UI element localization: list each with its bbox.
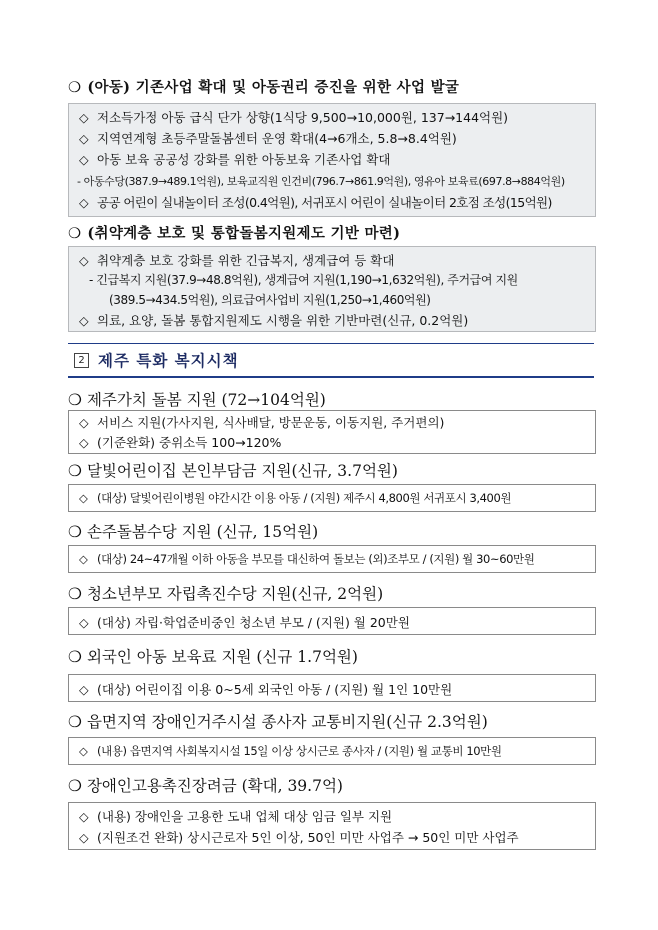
list-item: ◇ (대상) 24~47개월 이하 아동을 부모를 대신하여 돌보는 (외)조부모 / (지원) 월 30~60만원 (79, 552, 535, 566)
foreign-child-box (68, 674, 596, 702)
section-title: 제주 특화 복지시책 (98, 352, 239, 370)
heading-text: (취약계층 보호 및 통합돌봄지원제도 기반 마련) (87, 225, 401, 242)
list-item: ◇ 저소득가정 아동 급식 단가 상향(1식당 9,500→10,000원, 137→144억원) (79, 110, 509, 125)
list-item: ◇ (기준완화) 중위소득 100→120% (79, 435, 282, 450)
jeju-care-box (68, 410, 596, 454)
heading-foreign-child: ❍ 외국인 아동 보육료 지원 (신규 1.7억원) (68, 648, 358, 666)
list-item: ◇ 아동 보육 공공성 강화를 위한 아동보육 기존사업 확대 (79, 152, 391, 167)
diamond-bullet-icon: ◇ (79, 435, 89, 450)
heading-vulnerable-support (68, 222, 400, 243)
circle-bullet-icon: ❍ (68, 648, 82, 666)
moonlight-daycare-box (68, 484, 596, 512)
list-item: ◇ (내용) 장애인을 고용한 도내 업체 대상 임금 일부 지원 (79, 809, 393, 824)
diamond-bullet-icon: ◇ (79, 152, 89, 167)
circle-bullet-icon: ❍ (68, 462, 82, 480)
section-header (68, 343, 594, 379)
list-item: ◇ 공공 어린이 실내놀이터 조성(0.4억원), 서귀포시 어린이 실내놀이터 2호점 조성(15억원) (79, 195, 552, 210)
circle-bullet-icon: ❍ (68, 80, 82, 96)
heading-grandchild-care: ❍ 손주돌봄수당 지원 (신규, 15억원) (68, 523, 319, 541)
diamond-bullet-icon: ◇ (79, 744, 88, 758)
divider (68, 376, 594, 378)
list-item: ◇ (대상) 어린이집 이용 0~5세 외국인 아동 / (지원) 월 1인 10만원 (79, 682, 453, 697)
circle-bullet-icon: ❍ (68, 523, 82, 541)
diamond-bullet-icon: ◇ (79, 313, 89, 328)
circle-bullet-icon: ❍ (68, 585, 82, 603)
diamond-bullet-icon: ◇ (79, 253, 89, 268)
list-item: ◇ (대상) 달빛어린이병원 야간시간 이용 아동 / (지원) 제주시 4,800원 서귀포시 3,400원 (79, 491, 512, 505)
list-subitem: (389.5→434.5억원), 의료급여사업비 지원(1,250→1,460억원) (109, 293, 431, 307)
section-number: 2 (74, 353, 89, 368)
grandchild-care-box (68, 545, 596, 573)
diamond-bullet-icon: ◇ (79, 110, 89, 125)
list-subitem: - 아동수당(387.9→489.1억원), 보육교직원 인건비(796.7→861.9억원), 영유아 보육료(697.8→884억원) (77, 175, 565, 188)
diamond-bullet-icon: ◇ (79, 415, 89, 430)
diamond-bullet-icon: ◇ (79, 131, 89, 146)
heading-jeju-care: ❍ 제주가치 돌봄 지원 (72→104억원) (68, 391, 326, 409)
teen-parent-box (68, 607, 596, 635)
list-item: ◇ 의료, 요양, 돌봄 통합지원제도 시행을 위한 기반마련(신규, 0.2억원) (79, 313, 469, 328)
circle-bullet-icon: ❍ (68, 226, 82, 242)
child-projects-box (68, 103, 596, 217)
circle-bullet-icon: ❍ (68, 391, 82, 409)
diamond-bullet-icon: ◇ (79, 830, 89, 845)
diamond-bullet-icon: ◇ (79, 491, 88, 505)
heading-moonlight-daycare: ❍ 달빛어린이집 본인부담금 지원(신규, 3.7억원) (68, 462, 398, 480)
circle-bullet-icon: ❍ (68, 777, 82, 795)
divider (68, 343, 594, 344)
diamond-bullet-icon: ◇ (79, 552, 88, 566)
list-item: ◇ (지원조건 완화) 상시근로자 5인 이상, 50인 미만 사업주 → 50인 미만 사업주 (79, 830, 519, 845)
vulnerable-support-box (68, 246, 596, 332)
heading-child-projects (68, 76, 459, 97)
disability-employment-box (68, 802, 596, 850)
heading-teen-parent: ❍ 청소년부모 자립촉진수당 지원(신규, 2억원) (68, 585, 384, 603)
heading-text: (아동) 기존사업 확대 및 아동권리 증진을 위한 사업 발굴 (87, 79, 460, 96)
list-item: ◇ (대상) 자립·학업준비중인 청소년 부모 / (지원) 월 20만원 (79, 615, 410, 630)
diamond-bullet-icon: ◇ (79, 195, 89, 210)
list-item: ◇ (내용) 읍면지역 사회복지시설 15일 이상 상시근로 종사자 / (지원) 월 교통비 10만원 (79, 744, 502, 758)
diamond-bullet-icon: ◇ (79, 809, 89, 824)
diamond-bullet-icon: ◇ (79, 682, 89, 697)
rural-transport-box (68, 737, 596, 765)
list-item: ◇ 지역연계형 초등주말돌봄센터 운영 확대(4→6개소, 5.8→8.4억원) (79, 131, 457, 146)
circle-bullet-icon: ❍ (68, 713, 82, 731)
heading-rural-transport: ❍ 읍면지역 장애인거주시설 종사자 교통비지원(신규 2.3억원) (68, 713, 488, 731)
heading-disability-employment: ❍ 장애인고용촉진장려금 (확대, 39.7억) (68, 777, 343, 795)
list-subitem: - 긴급복지 지원(37.9→48.8억원), 생계급여 지원(1,190→1,632억원), 주거급여 지원 (89, 273, 518, 287)
diamond-bullet-icon: ◇ (79, 615, 89, 630)
list-item: ◇ 서비스 지원(가사지원, 식사배달, 방문운동, 이동지원, 주거편의) (79, 415, 445, 430)
list-item: ◇ 취약계층 보호 강화를 위한 긴급복지, 생계급여 등 확대 (79, 253, 395, 268)
